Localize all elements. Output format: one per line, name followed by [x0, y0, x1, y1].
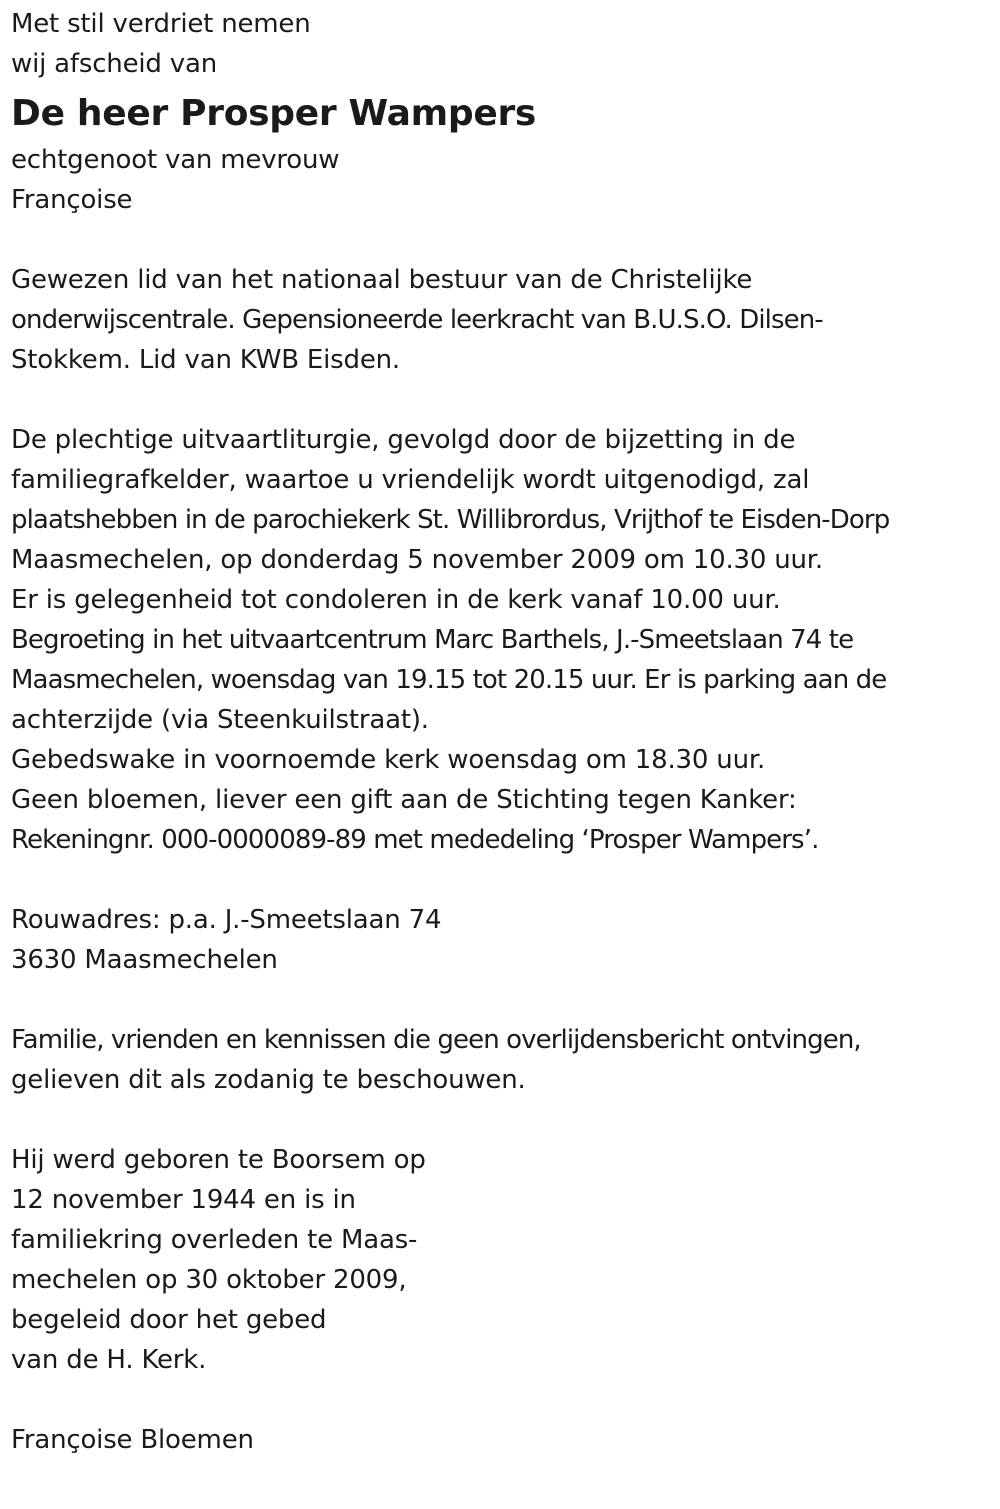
paragraph-gap — [11, 380, 996, 420]
biography-line: begeleid door het gebed — [11, 1305, 327, 1335]
paragraph-gap — [11, 1380, 996, 1420]
spouse-line: Françoise — [11, 185, 133, 215]
career-line: onderwijscentrale. Gepensioneerde leerkracht van B.U.S.O. Dilsen- — [11, 305, 823, 335]
ceremony-line: Gebedswake in voornoemde kerk woensdag om 18.30 uur. — [11, 745, 766, 775]
biography-line: familiekring overleden te Maas- — [11, 1225, 418, 1255]
intro-block — [11, 4, 996, 84]
biography-line: Hij werd geboren te Boorsem op — [11, 1145, 426, 1175]
ceremony-line: Er is gelegenheid tot condoleren in de kerk vanaf 10.00 uur. — [11, 585, 781, 615]
ceremony-line: De plechtige uitvaartliturgie, gevolgd door de bijzetting in de — [11, 425, 796, 455]
spouse-block — [11, 140, 996, 220]
notice-line: gelieven dit als zodanig te beschouwen. — [11, 1065, 526, 1095]
obituary-document — [11, 4, 996, 1460]
biography-block — [11, 1140, 996, 1380]
ceremony-line: Rekeningnr. 000-0000089-89 met mededeling ‘Prosper Wampers’. — [11, 825, 819, 855]
biography-line: van de H. Kerk. — [11, 1345, 207, 1375]
spouse-line: echtgenoot van mevrouw — [11, 145, 340, 175]
paragraph-gap — [11, 220, 996, 260]
ceremony-line: Geen bloemen, liever een gift aan de Stichting tegen Kanker: — [11, 785, 797, 815]
address-line: 3630 Maasmechelen — [11, 945, 278, 975]
career-line: Stokkem. Lid van KWB Eisden. — [11, 345, 400, 375]
ceremony-line: achterzijde (via Steenkuilstraat). — [11, 705, 429, 735]
address-block — [11, 900, 996, 980]
ceremony-line: Maasmechelen, op donderdag 5 november 2009 om 10.30 uur. — [11, 545, 823, 575]
address-line: Rouwadres: p.a. J.-Smeetslaan 74 — [11, 905, 442, 935]
notice-line: Familie, vrienden en kennissen die geen overlijdensbericht ontvingen, — [11, 1025, 861, 1055]
paragraph-gap — [11, 1100, 996, 1140]
biography-line: 12 november 1944 en is in — [11, 1185, 356, 1215]
deceased-name: De heer Prosper Wampers — [11, 93, 537, 134]
ceremony-line: plaatshebben in de parochiekerk St. Willibrordus, Vrijthof te Eisden-Dorp — [11, 505, 890, 535]
ceremony-block — [11, 420, 996, 860]
intro-line: Met stil verdriet nemen — [11, 9, 311, 39]
notice-block — [11, 1020, 996, 1100]
ceremony-line: Begroeting in het uitvaartcentrum Marc Barthels, J.-Smeetslaan 74 te — [11, 625, 854, 655]
career-block — [11, 260, 996, 380]
intro-line: wij afscheid van — [11, 49, 217, 79]
biography-line: mechelen op 30 oktober 2009, — [11, 1265, 407, 1295]
paragraph-gap — [11, 860, 996, 900]
ceremony-line: Maasmechelen, woensdag van 19.15 tot 20.15 uur. Er is parking aan de — [11, 665, 887, 695]
paragraph-gap — [11, 980, 996, 1020]
signature: Françoise Bloemen — [11, 1425, 254, 1455]
ceremony-line: familiegrafkelder, waartoe u vriendelijk wordt uitgenodigd, zal — [11, 465, 810, 495]
career-line: Gewezen lid van het nationaal bestuur van de Christelijke — [11, 265, 753, 295]
